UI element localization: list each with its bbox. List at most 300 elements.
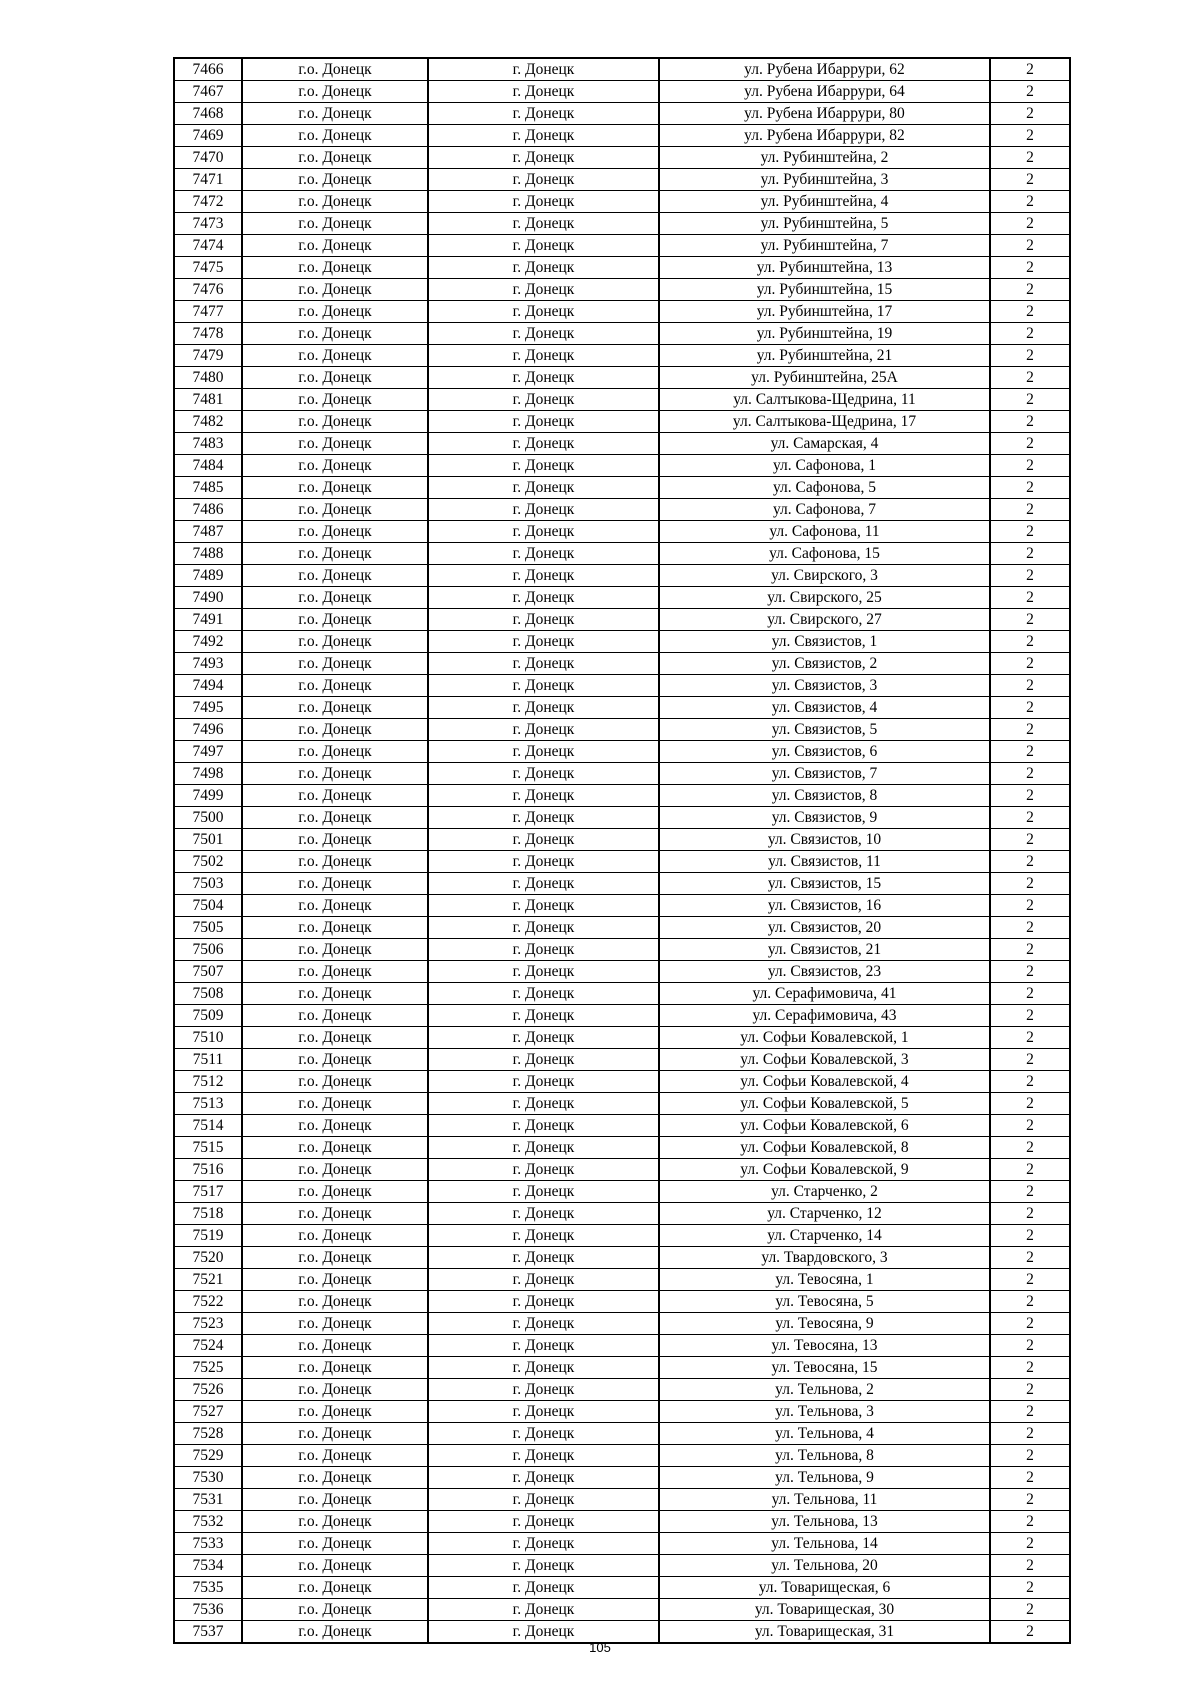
- count-cell: 2: [990, 1379, 1070, 1401]
- table-row: [174, 1247, 1070, 1269]
- address-cell: ул. Софьи Ковалевской, 5: [659, 1093, 990, 1115]
- count-cell: 2: [990, 1423, 1070, 1445]
- district-cell: г.о. Донецк: [242, 191, 428, 213]
- table-row: [174, 1291, 1070, 1313]
- row-number-cell: 7500: [174, 807, 242, 829]
- count-cell: 2: [990, 1335, 1070, 1357]
- count-cell: 2: [990, 653, 1070, 675]
- row-number-cell: 7536: [174, 1599, 242, 1621]
- district-cell: г.о. Донецк: [242, 983, 428, 1005]
- city-cell: г. Донецк: [428, 1621, 659, 1644]
- row-number-cell: 7502: [174, 851, 242, 873]
- count-cell: 2: [990, 895, 1070, 917]
- row-number-cell: 7515: [174, 1137, 242, 1159]
- address-cell: ул. Связистов, 20: [659, 917, 990, 939]
- address-cell: ул. Софьи Ковалевской, 4: [659, 1071, 990, 1093]
- count-cell: 2: [990, 1159, 1070, 1181]
- count-cell: 2: [990, 169, 1070, 191]
- city-cell: г. Донецк: [428, 521, 659, 543]
- city-cell: г. Донецк: [428, 1401, 659, 1423]
- city-cell: г. Донецк: [428, 257, 659, 279]
- city-cell: г. Донецк: [428, 1159, 659, 1181]
- district-cell: г.о. Донецк: [242, 1159, 428, 1181]
- row-number-cell: 7512: [174, 1071, 242, 1093]
- city-cell: г. Донецк: [428, 81, 659, 103]
- row-number-cell: 7503: [174, 873, 242, 895]
- row-number-cell: 7533: [174, 1533, 242, 1555]
- count-cell: 2: [990, 433, 1070, 455]
- district-cell: г.о. Донецк: [242, 103, 428, 125]
- count-cell: 2: [990, 1137, 1070, 1159]
- table-row: [174, 1115, 1070, 1137]
- row-number-cell: 7516: [174, 1159, 242, 1181]
- row-number-cell: 7534: [174, 1555, 242, 1577]
- address-cell: ул. Старченко, 2: [659, 1181, 990, 1203]
- address-cell: ул. Твардовского, 3: [659, 1247, 990, 1269]
- table-row: [174, 1027, 1070, 1049]
- count-cell: 2: [990, 1027, 1070, 1049]
- row-number-cell: 7494: [174, 675, 242, 697]
- city-cell: г. Донецк: [428, 1533, 659, 1555]
- row-number-cell: 7475: [174, 257, 242, 279]
- table-row: [174, 279, 1070, 301]
- address-cell: ул. Тельнова, 11: [659, 1489, 990, 1511]
- city-cell: г. Донецк: [428, 1511, 659, 1533]
- address-cell: ул. Рубинштейна, 2: [659, 147, 990, 169]
- table-row: [174, 1533, 1070, 1555]
- count-cell: 2: [990, 807, 1070, 829]
- count-cell: 2: [990, 125, 1070, 147]
- count-cell: 2: [990, 323, 1070, 345]
- row-number-cell: 7529: [174, 1445, 242, 1467]
- row-number-cell: 7479: [174, 345, 242, 367]
- row-number-cell: 7488: [174, 543, 242, 565]
- district-cell: г.о. Донецк: [242, 1621, 428, 1644]
- city-cell: г. Донецк: [428, 1467, 659, 1489]
- city-cell: г. Донецк: [428, 1291, 659, 1313]
- city-cell: г. Донецк: [428, 213, 659, 235]
- address-cell: ул. Тельнова, 3: [659, 1401, 990, 1423]
- count-cell: 2: [990, 81, 1070, 103]
- count-cell: 2: [990, 1203, 1070, 1225]
- city-cell: г. Донецк: [428, 1379, 659, 1401]
- row-number-cell: 7506: [174, 939, 242, 961]
- district-cell: г.о. Донецк: [242, 1555, 428, 1577]
- row-number-cell: 7469: [174, 125, 242, 147]
- row-number-cell: 7505: [174, 917, 242, 939]
- count-cell: 2: [990, 1005, 1070, 1027]
- address-cell: ул. Связистов, 23: [659, 961, 990, 983]
- district-cell: г.о. Донецк: [242, 279, 428, 301]
- address-cell: ул. Рубинштейна, 7: [659, 235, 990, 257]
- address-cell: ул. Связистов, 11: [659, 851, 990, 873]
- count-cell: 2: [990, 543, 1070, 565]
- city-cell: г. Донецк: [428, 697, 659, 719]
- city-cell: г. Донецк: [428, 741, 659, 763]
- table-row: [174, 1203, 1070, 1225]
- city-cell: г. Донецк: [428, 1335, 659, 1357]
- table-row: [174, 983, 1070, 1005]
- count-cell: 2: [990, 345, 1070, 367]
- address-cell: ул. Рубинштейна, 25А: [659, 367, 990, 389]
- table-row: [174, 103, 1070, 125]
- count-cell: 2: [990, 1467, 1070, 1489]
- row-number-cell: 7508: [174, 983, 242, 1005]
- count-cell: 2: [990, 235, 1070, 257]
- address-cell: ул. Сафонова, 15: [659, 543, 990, 565]
- district-cell: г.о. Донецк: [242, 1401, 428, 1423]
- city-cell: г. Донецк: [428, 829, 659, 851]
- city-cell: г. Донецк: [428, 235, 659, 257]
- row-number-cell: 7507: [174, 961, 242, 983]
- city-cell: г. Донецк: [428, 147, 659, 169]
- district-cell: г.о. Донецк: [242, 631, 428, 653]
- district-cell: г.о. Донецк: [242, 1577, 428, 1599]
- address-cell: ул. Тевосяна, 13: [659, 1335, 990, 1357]
- table-row: [174, 1555, 1070, 1577]
- district-cell: г.о. Донецк: [242, 1203, 428, 1225]
- city-cell: г. Донецк: [428, 1423, 659, 1445]
- count-cell: 2: [990, 873, 1070, 895]
- row-number-cell: 7490: [174, 587, 242, 609]
- table-row: [174, 741, 1070, 763]
- district-cell: г.о. Донецк: [242, 1379, 428, 1401]
- table-row: [174, 785, 1070, 807]
- district-cell: г.о. Донецк: [242, 301, 428, 323]
- city-cell: г. Донецк: [428, 785, 659, 807]
- table-row: [174, 675, 1070, 697]
- table-row: [174, 587, 1070, 609]
- city-cell: г. Донецк: [428, 565, 659, 587]
- row-number-cell: 7473: [174, 213, 242, 235]
- city-cell: г. Донецк: [428, 1313, 659, 1335]
- table-row: [174, 1489, 1070, 1511]
- count-cell: 2: [990, 58, 1070, 81]
- district-cell: г.о. Донецк: [242, 829, 428, 851]
- table-row: [174, 257, 1070, 279]
- address-cell: ул. Серафимовича, 41: [659, 983, 990, 1005]
- count-cell: 2: [990, 147, 1070, 169]
- table-row: [174, 389, 1070, 411]
- district-cell: г.о. Донецк: [242, 653, 428, 675]
- count-cell: 2: [990, 631, 1070, 653]
- count-cell: 2: [990, 675, 1070, 697]
- table-row: [174, 521, 1070, 543]
- table-row: [174, 169, 1070, 191]
- district-cell: г.о. Донецк: [242, 895, 428, 917]
- row-number-cell: 7497: [174, 741, 242, 763]
- table-row: [174, 191, 1070, 213]
- address-cell: ул. Связистов, 21: [659, 939, 990, 961]
- row-number-cell: 7527: [174, 1401, 242, 1423]
- district-cell: г.о. Донецк: [242, 543, 428, 565]
- row-number-cell: 7474: [174, 235, 242, 257]
- address-cell: ул. Тевосяна, 15: [659, 1357, 990, 1379]
- address-cell: ул. Сафонова, 11: [659, 521, 990, 543]
- district-cell: г.о. Донецк: [242, 1115, 428, 1137]
- city-cell: г. Донецк: [428, 477, 659, 499]
- row-number-cell: 7535: [174, 1577, 242, 1599]
- row-number-cell: 7511: [174, 1049, 242, 1071]
- district-cell: г.о. Донецк: [242, 147, 428, 169]
- address-cell: ул. Сафонова, 7: [659, 499, 990, 521]
- city-cell: г. Донецк: [428, 411, 659, 433]
- city-cell: г. Донецк: [428, 301, 659, 323]
- district-cell: г.о. Донецк: [242, 389, 428, 411]
- row-number-cell: 7470: [174, 147, 242, 169]
- table-row: [174, 895, 1070, 917]
- row-number-cell: 7485: [174, 477, 242, 499]
- table-row: [174, 235, 1070, 257]
- district-cell: г.о. Донецк: [242, 587, 428, 609]
- count-cell: 2: [990, 477, 1070, 499]
- row-number-cell: 7481: [174, 389, 242, 411]
- city-cell: г. Донецк: [428, 1225, 659, 1247]
- address-cell: ул. Свирского, 27: [659, 609, 990, 631]
- address-cell: ул. Рубинштейна, 15: [659, 279, 990, 301]
- row-number-cell: 7472: [174, 191, 242, 213]
- table-row: [174, 1181, 1070, 1203]
- district-cell: г.о. Донецк: [242, 1423, 428, 1445]
- table-row: [174, 58, 1070, 81]
- district-cell: г.о. Донецк: [242, 851, 428, 873]
- row-number-cell: 7519: [174, 1225, 242, 1247]
- address-cell: ул. Рубена Ибаррури, 80: [659, 103, 990, 125]
- district-cell: г.о. Донецк: [242, 1489, 428, 1511]
- count-cell: 2: [990, 1115, 1070, 1137]
- city-cell: г. Донецк: [428, 455, 659, 477]
- row-number-cell: 7491: [174, 609, 242, 631]
- district-cell: г.о. Донецк: [242, 367, 428, 389]
- city-cell: г. Донецк: [428, 763, 659, 785]
- address-cell: ул. Товарищеская, 31: [659, 1621, 990, 1644]
- row-number-cell: 7530: [174, 1467, 242, 1489]
- table-row: [174, 719, 1070, 741]
- count-cell: 2: [990, 1181, 1070, 1203]
- district-cell: г.о. Донецк: [242, 499, 428, 521]
- district-cell: г.о. Донецк: [242, 961, 428, 983]
- district-cell: г.о. Донецк: [242, 807, 428, 829]
- count-cell: 2: [990, 1049, 1070, 1071]
- row-number-cell: 7478: [174, 323, 242, 345]
- address-cell: ул. Тевосяна, 1: [659, 1269, 990, 1291]
- address-cell: ул. Связистов, 9: [659, 807, 990, 829]
- address-cell: ул. Тевосяна, 5: [659, 1291, 990, 1313]
- district-cell: г.о. Донецк: [242, 323, 428, 345]
- table-row: [174, 543, 1070, 565]
- district-cell: г.о. Донецк: [242, 1291, 428, 1313]
- district-cell: г.о. Донецк: [242, 1049, 428, 1071]
- table-row: [174, 807, 1070, 829]
- row-number-cell: 7517: [174, 1181, 242, 1203]
- row-number-cell: 7532: [174, 1511, 242, 1533]
- table-row: [174, 345, 1070, 367]
- table-row: [174, 1599, 1070, 1621]
- count-cell: 2: [990, 587, 1070, 609]
- city-cell: г. Донецк: [428, 1599, 659, 1621]
- row-number-cell: 7499: [174, 785, 242, 807]
- district-cell: г.о. Донецк: [242, 1269, 428, 1291]
- count-cell: 2: [990, 1093, 1070, 1115]
- row-number-cell: 7520: [174, 1247, 242, 1269]
- table-row: [174, 213, 1070, 235]
- address-cell: ул. Тевосяна, 9: [659, 1313, 990, 1335]
- count-cell: 2: [990, 851, 1070, 873]
- city-cell: г. Донецк: [428, 1027, 659, 1049]
- row-number-cell: 7513: [174, 1093, 242, 1115]
- count-cell: 2: [990, 1247, 1070, 1269]
- address-cell: ул. Товарищеская, 6: [659, 1577, 990, 1599]
- city-cell: г. Донецк: [428, 1247, 659, 1269]
- row-number-cell: 7482: [174, 411, 242, 433]
- address-cell: ул. Старченко, 14: [659, 1225, 990, 1247]
- district-cell: г.о. Донецк: [242, 433, 428, 455]
- city-cell: г. Донецк: [428, 917, 659, 939]
- row-number-cell: 7504: [174, 895, 242, 917]
- row-number-cell: 7495: [174, 697, 242, 719]
- address-cell: ул. Связистов, 15: [659, 873, 990, 895]
- address-cell: ул. Связистов, 6: [659, 741, 990, 763]
- address-cell: ул. Связистов, 5: [659, 719, 990, 741]
- table-row: [174, 301, 1070, 323]
- city-cell: г. Донецк: [428, 1489, 659, 1511]
- address-cell: ул. Тельнова, 9: [659, 1467, 990, 1489]
- city-cell: г. Донецк: [428, 1137, 659, 1159]
- district-cell: г.о. Донецк: [242, 719, 428, 741]
- city-cell: г. Донецк: [428, 1555, 659, 1577]
- row-number-cell: 7522: [174, 1291, 242, 1313]
- district-cell: г.о. Донецк: [242, 1445, 428, 1467]
- table-row: [174, 1445, 1070, 1467]
- address-cell: ул. Сафонова, 1: [659, 455, 990, 477]
- page-number: 105: [589, 1640, 611, 1655]
- city-cell: г. Донецк: [428, 499, 659, 521]
- count-cell: 2: [990, 1599, 1070, 1621]
- count-cell: 2: [990, 1555, 1070, 1577]
- table-row: [174, 961, 1070, 983]
- district-cell: г.о. Донецк: [242, 763, 428, 785]
- address-cell: ул. Софьи Ковалевской, 8: [659, 1137, 990, 1159]
- table-row: [174, 455, 1070, 477]
- address-cell: ул. Товарищеская, 30: [659, 1599, 990, 1621]
- count-cell: 2: [990, 1071, 1070, 1093]
- district-cell: г.о. Донецк: [242, 1335, 428, 1357]
- city-cell: г. Донецк: [428, 169, 659, 191]
- row-number-cell: 7514: [174, 1115, 242, 1137]
- table-row: [174, 1423, 1070, 1445]
- count-cell: 2: [990, 1511, 1070, 1533]
- count-cell: 2: [990, 961, 1070, 983]
- district-cell: г.о. Донецк: [242, 1137, 428, 1159]
- row-number-cell: 7531: [174, 1489, 242, 1511]
- district-cell: г.о. Донецк: [242, 455, 428, 477]
- count-cell: 2: [990, 763, 1070, 785]
- count-cell: 2: [990, 917, 1070, 939]
- address-cell: ул. Рубинштейна, 21: [659, 345, 990, 367]
- row-number-cell: 7492: [174, 631, 242, 653]
- address-cell: ул. Рубена Ибаррури, 82: [659, 125, 990, 147]
- district-cell: г.о. Донецк: [242, 1357, 428, 1379]
- district-cell: г.о. Донецк: [242, 213, 428, 235]
- table-row: [174, 1511, 1070, 1533]
- city-cell: г. Донецк: [428, 1049, 659, 1071]
- city-cell: г. Донецк: [428, 895, 659, 917]
- row-number-cell: 7487: [174, 521, 242, 543]
- row-number-cell: 7486: [174, 499, 242, 521]
- row-number-cell: 7518: [174, 1203, 242, 1225]
- district-cell: г.о. Донецк: [242, 58, 428, 81]
- district-cell: г.о. Донецк: [242, 1225, 428, 1247]
- address-cell: ул. Салтыкова-Щедрина, 11: [659, 389, 990, 411]
- table-row: [174, 147, 1070, 169]
- city-cell: г. Донецк: [428, 939, 659, 961]
- table-row: [174, 499, 1070, 521]
- count-cell: 2: [990, 829, 1070, 851]
- row-number-cell: 7525: [174, 1357, 242, 1379]
- district-cell: г.о. Донецк: [242, 565, 428, 587]
- count-cell: 2: [990, 279, 1070, 301]
- city-cell: г. Донецк: [428, 543, 659, 565]
- table-row: [174, 433, 1070, 455]
- count-cell: 2: [990, 1401, 1070, 1423]
- address-cell: ул. Связистов, 7: [659, 763, 990, 785]
- row-number-cell: 7480: [174, 367, 242, 389]
- table-row: [174, 873, 1070, 895]
- district-cell: г.о. Донецк: [242, 1533, 428, 1555]
- district-cell: г.о. Донецк: [242, 1313, 428, 1335]
- count-cell: 2: [990, 411, 1070, 433]
- city-cell: г. Донецк: [428, 389, 659, 411]
- city-cell: г. Донецк: [428, 433, 659, 455]
- table-row: [174, 609, 1070, 631]
- count-cell: 2: [990, 103, 1070, 125]
- address-cell: ул. Свирского, 25: [659, 587, 990, 609]
- address-cell: ул. Тельнова, 14: [659, 1533, 990, 1555]
- row-number-cell: 7509: [174, 1005, 242, 1027]
- count-cell: 2: [990, 1291, 1070, 1313]
- district-cell: г.о. Донецк: [242, 1093, 428, 1115]
- count-cell: 2: [990, 983, 1070, 1005]
- row-number-cell: 7493: [174, 653, 242, 675]
- district-cell: г.о. Донецк: [242, 257, 428, 279]
- address-cell: ул. Сафонова, 5: [659, 477, 990, 499]
- district-cell: г.о. Донецк: [242, 345, 428, 367]
- table-row: [174, 697, 1070, 719]
- district-cell: г.о. Донецк: [242, 675, 428, 697]
- row-number-cell: 7526: [174, 1379, 242, 1401]
- address-cell: ул. Софьи Ковалевской, 1: [659, 1027, 990, 1049]
- table-row: [174, 1269, 1070, 1291]
- city-cell: г. Донецк: [428, 873, 659, 895]
- district-cell: г.о. Донецк: [242, 609, 428, 631]
- district-cell: г.о. Донецк: [242, 1467, 428, 1489]
- district-cell: г.о. Донецк: [242, 939, 428, 961]
- district-cell: г.о. Донецк: [242, 521, 428, 543]
- row-number-cell: 7476: [174, 279, 242, 301]
- address-cell: ул. Тельнова, 2: [659, 1379, 990, 1401]
- table-row: [174, 125, 1070, 147]
- city-cell: г. Донецк: [428, 631, 659, 653]
- table-row: [174, 1049, 1070, 1071]
- table-row: [174, 1401, 1070, 1423]
- count-cell: 2: [990, 785, 1070, 807]
- count-cell: 2: [990, 367, 1070, 389]
- table-row: [174, 1137, 1070, 1159]
- table-row: [174, 917, 1070, 939]
- city-cell: г. Донецк: [428, 719, 659, 741]
- district-cell: г.о. Донецк: [242, 477, 428, 499]
- district-cell: г.о. Донецк: [242, 1247, 428, 1269]
